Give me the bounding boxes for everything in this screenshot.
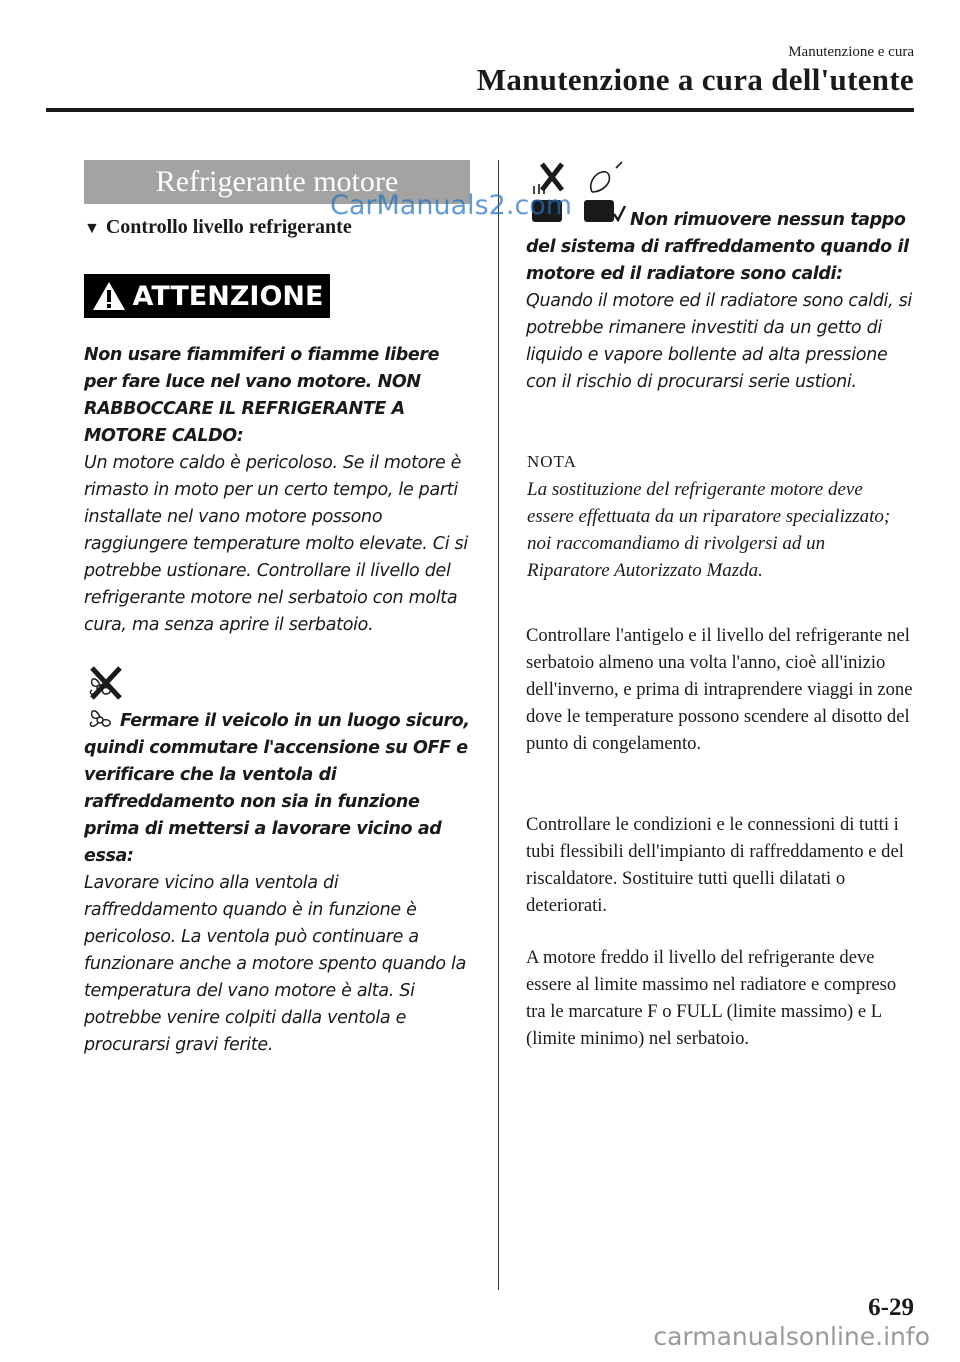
watermark-bottom: carmanualsonline.info xyxy=(653,1322,930,1351)
page-number: 6-29 xyxy=(868,1294,914,1321)
subheading xyxy=(84,216,352,239)
warning-block-3 xyxy=(526,207,918,396)
body-paragraph-2: Controllare le condizioni e le connessioni di tutti i tubi flessibili dell'impianto di raffreddamento e del riscaldatore. Sostituire tutti quelli dilatati o deteriorati. xyxy=(526,814,904,916)
header-title: Manutenzione a cura dell'utente xyxy=(476,62,914,97)
column-divider xyxy=(498,160,499,1290)
warning-triangle-icon xyxy=(91,280,127,312)
warning-label xyxy=(84,274,330,318)
note-label: NOTA xyxy=(527,452,577,471)
body-paragraph-1: Controllare l'antigelo e il livello del refrigerante nel serbatoio almeno una volta l'anno, cioè all'inizio dell'inverno, e prima di intraprendere viaggi in zone dove le temperature possono scendere al disotto del punto di congelamento. xyxy=(526,625,913,754)
warning-block-2-bold: Fermare il veicolo in un luogo sicuro, quindi commutare l'accensione su OFF e verificare che la ventola di raffreddamento non sia in funzione prima di mettersi a lavorare vicino ad essa: xyxy=(84,711,470,866)
warning-block-2-text: Lavorare vicino alla ventola di raffreddamento quando è in funzione è pericoloso. La ventola può continuare a funzionare anche a motore spento quando la temperatura del vano motore è alta. Si potrebbe venire colpiti dalla ventola e procurarsi gravi ferite. xyxy=(84,873,467,1055)
header-subtitle: Manutenzione e cura xyxy=(788,44,914,60)
warning-block-1-bold: Non usare fiammiferi o fiamme libere per fare luce nel vano motore. NON RABBOCCARE IL REFRIGERANTE A MOTORE CALDO: xyxy=(84,345,440,446)
body-paragraph-3: A motore freddo il livello del refrigerante deve essere al limite massimo nel radiatore e compreso tra le marcature F o FULL (limite massimo) e L (limite minimo) nel serbatoio. xyxy=(526,947,897,1049)
warning-block-3-text: Quando il motore ed il radiatore sono caldi, si potrebbe rimanere investiti da un getto di liquido e vapore bollente ad alta pressione con il rischio di procurarsi serie ustioni. xyxy=(526,291,912,392)
section-title: Refrigerante motore xyxy=(84,160,470,204)
warning-block-1-text: Un motore caldo è pericoloso. Se il motore è rimasto in moto per un certo tempo, le parti installate nel vano motore possono raggiungere temperature molto elevate. Ci si potrebbe ustionare. Controllare il livello del refrigerante motore nel serbatoio con molta cura, ma senza aprire il serbatoio. xyxy=(84,453,468,635)
warning-block-2 xyxy=(84,708,474,1059)
warning-label-text: ATTENZIONE xyxy=(132,280,324,312)
header-rule xyxy=(46,108,914,112)
subheading-text: Controllo livello refrigerante xyxy=(105,216,352,238)
watermark-top: CarManuals2.com xyxy=(330,190,573,221)
subheading-marker: ▼ xyxy=(84,220,100,237)
warning-block-3-bold: Non rimuovere nessun tappo del sistema di raffreddamento quando il motore ed il radiatore sono caldi: xyxy=(526,210,909,284)
note-text: La sostituzione del refrigerante motore deve essere effettuata da un riparatore specializzato; noi raccomandiamo di rivolgersi ad un Riparatore Autorizzato Mazda. xyxy=(527,479,891,581)
warning-block-1 xyxy=(84,342,474,639)
